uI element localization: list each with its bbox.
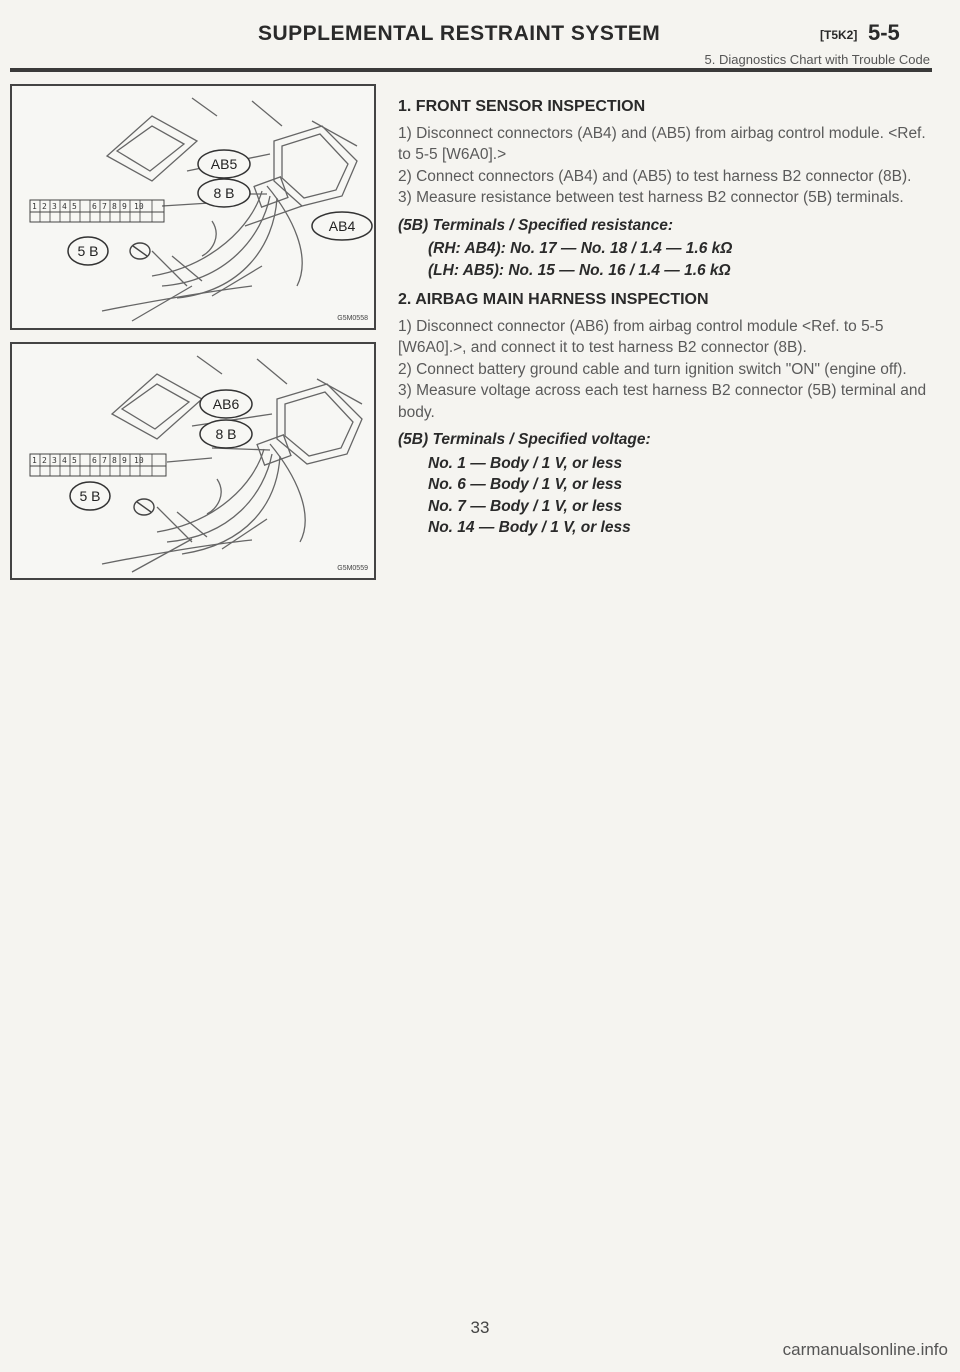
label-ab4: AB4 xyxy=(328,218,356,234)
watermark: carmanualsonline.info xyxy=(782,1340,948,1359)
step-text: 3) Measure voltage across each test harness B2 connector (5B) terminal and body. xyxy=(398,382,927,421)
spec-title: (5B) Terminals / Specified resistance: xyxy=(398,216,674,234)
svg-text:5: 5 xyxy=(72,456,77,465)
step-text: 2) Connect connectors (AB4) and (AB5) to test harness B2 connector (8B). xyxy=(398,167,912,185)
svg-text:8: 8 xyxy=(112,202,117,211)
svg-text:2: 2 xyxy=(42,202,47,211)
svg-text:7: 7 xyxy=(102,202,107,211)
svg-text:4: 4 xyxy=(62,202,67,211)
svg-text:1: 1 xyxy=(32,202,37,211)
label-8b: 8 B xyxy=(213,185,235,201)
header-title: SUPPLEMENTAL RESTRAINT SYSTEM xyxy=(258,22,661,45)
step-text: 2) Connect battery ground cable and turn ignition switch "ON" (engine off). xyxy=(398,360,907,378)
label-5b: 5 B xyxy=(79,488,101,504)
header-subtitle: 5. Diagnostics Chart with Trouble Code xyxy=(704,52,930,67)
svg-text:2: 2 xyxy=(42,456,47,465)
page-number: 33 xyxy=(470,1318,490,1337)
spec-item: (RH: AB4): No. 17 — No. 18 / 1.4 — 1.6 kΩ xyxy=(428,240,733,257)
spec-title: (5B) Terminals / Specified voltage: xyxy=(398,431,651,448)
svg-text:1: 1 xyxy=(32,456,37,465)
spec-item: (LH: AB5): No. 15 — No. 16 / 1.4 — 1.6 kΩ xyxy=(428,261,731,279)
text-column xyxy=(398,96,938,539)
header-code: [T5K2] xyxy=(820,28,858,42)
spec-item: No. 7 — Body / 1 V, or less xyxy=(428,497,623,515)
svg-text:9: 9 xyxy=(122,202,127,211)
spec-item: No. 6 — Body / 1 V, or less xyxy=(428,476,623,493)
svg-text:4: 4 xyxy=(62,456,67,465)
figure-main-harness xyxy=(10,342,376,580)
label-5b: 5 B xyxy=(77,243,99,259)
svg-text:6: 6 xyxy=(92,202,97,211)
label-ab5: AB5 xyxy=(210,156,238,172)
label-8b: 8 B xyxy=(215,426,237,442)
svg-text:9: 9 xyxy=(122,456,127,465)
spec-item: No. 1 — Body / 1 V, or less xyxy=(428,454,623,472)
svg-text:8: 8 xyxy=(112,456,117,465)
svg-text:3: 3 xyxy=(52,202,57,211)
svg-text:5: 5 xyxy=(72,202,77,211)
step-text: 3) Measure resistance between test harness B2 connector (5B) terminals. xyxy=(398,189,904,206)
header-page-ref: 5-5 xyxy=(868,20,900,45)
wiring-diagram xyxy=(12,344,374,578)
svg-text:10: 10 xyxy=(134,202,144,211)
label-ab6: AB6 xyxy=(212,396,240,412)
section-heading: 2. AIRBAG MAIN HARNESS INSPECTION xyxy=(398,291,709,308)
figure-code: G5M0558 xyxy=(337,315,368,322)
header-rule xyxy=(10,68,932,72)
step-text: 1) Disconnect connector (AB6) from airbag control module <Ref. to 5-5 [W6A0].>, and connect it to test harness B2 connector (8B). xyxy=(398,317,884,356)
svg-text:10: 10 xyxy=(134,456,144,465)
step-text: 1) Disconnect connectors (AB4) and (AB5) from airbag control module. <Ref. to 5-5 [W6A0].> xyxy=(398,124,926,163)
figure-front-sensor xyxy=(10,84,376,330)
spec-item: No. 14 — Body / 1 V, or less xyxy=(428,519,631,536)
svg-text:6: 6 xyxy=(92,456,97,465)
svg-text:7: 7 xyxy=(102,456,107,465)
figure-code: G5M0559 xyxy=(337,565,368,572)
wiring-diagram xyxy=(12,86,374,328)
section-heading: 1. FRONT SENSOR INSPECTION xyxy=(398,98,646,115)
svg-text:3: 3 xyxy=(52,456,57,465)
